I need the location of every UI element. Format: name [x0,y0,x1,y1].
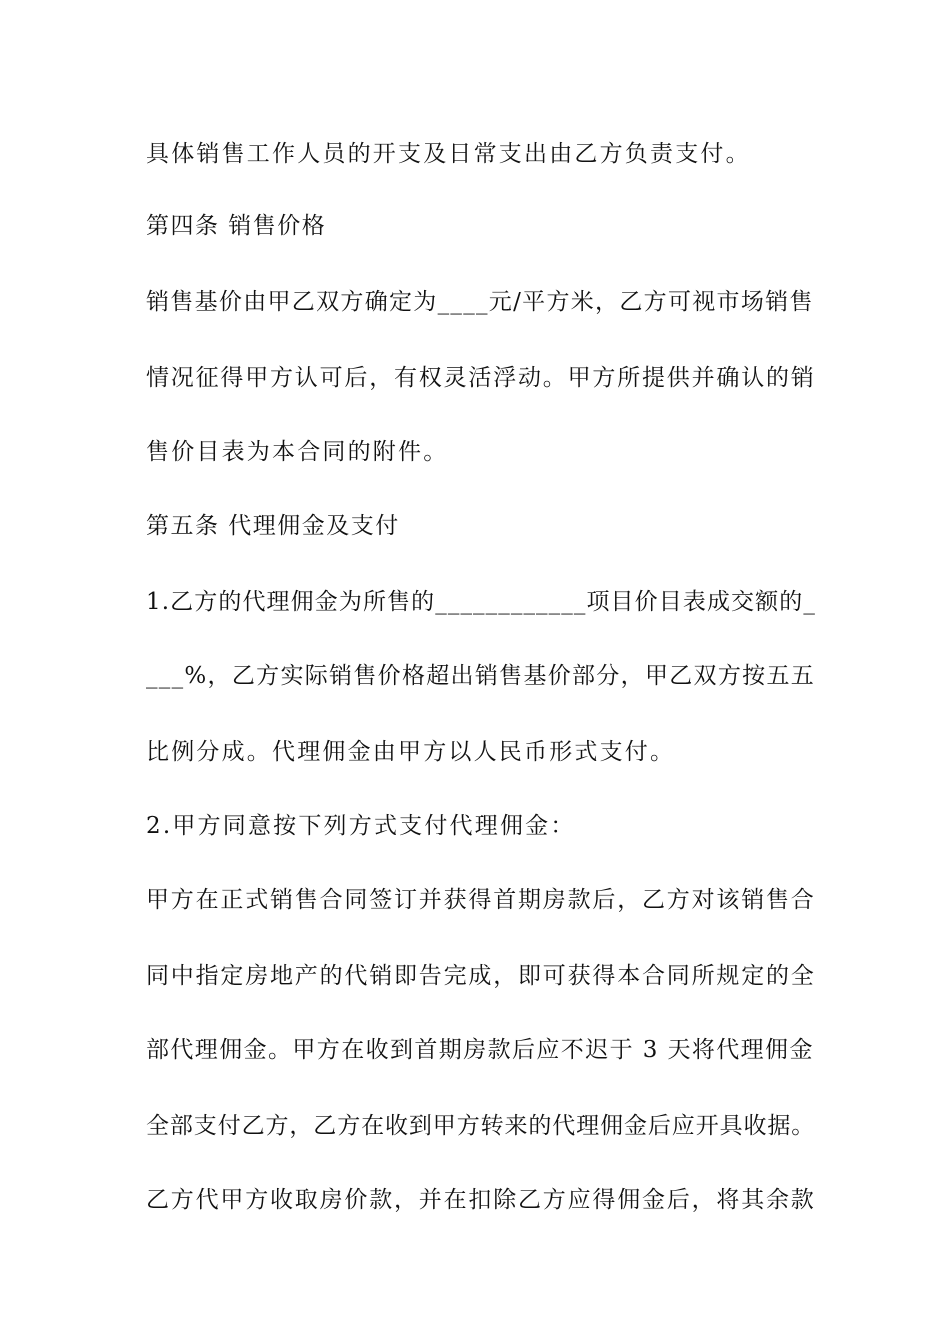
paragraph-line-3: 销售基价由甲乙双方确定为____元/平方米，乙方可视市场销售 [146,289,814,315]
paragraph-line-8: ___%，乙方实际销售价格超出销售基价部分，甲乙双方按五五 [146,663,816,689]
paragraph-line-10: 2.甲方同意按下列方式支付代理佣金： [146,813,576,839]
paragraph-line-9: 比例分成。代理佣金由甲方以人民币形式支付。 [146,739,676,765]
paragraph-line-13: 部代理佣金。甲方在收到首期房款后应不迟于 3 天将代理佣金 [146,1037,814,1063]
section-heading-article-4: 第四条 销售价格 [146,213,327,239]
paragraph-line-7: 1.乙方的代理佣金为所售的____________项目价目表成交额的_ [146,589,816,615]
paragraph-line-12: 同中指定房地产的代销即告完成，即可获得本合同所规定的全 [146,963,816,989]
paragraph-line-14: 全部支付乙方，乙方在收到甲方转来的代理佣金后应开具收据。 [146,1113,816,1139]
paragraph-line-15: 乙方代甲方收取房价款，并在扣除乙方应得佣金后，将其余款 [146,1187,816,1213]
paragraph-line-5: 售价目表为本合同的附件。 [146,439,449,465]
paragraph-line-1: 具体销售工作人员的开支及日常支出由乙方负责支付。 [146,141,751,167]
section-heading-article-5: 第五条 代理佣金及支付 [146,513,400,539]
paragraph-line-11: 甲方在正式销售合同签订并获得首期房款后，乙方对该销售合 [146,887,816,913]
paragraph-line-4: 情况征得甲方认可后，有权灵活浮动。甲方所提供并确认的销 [146,365,816,391]
